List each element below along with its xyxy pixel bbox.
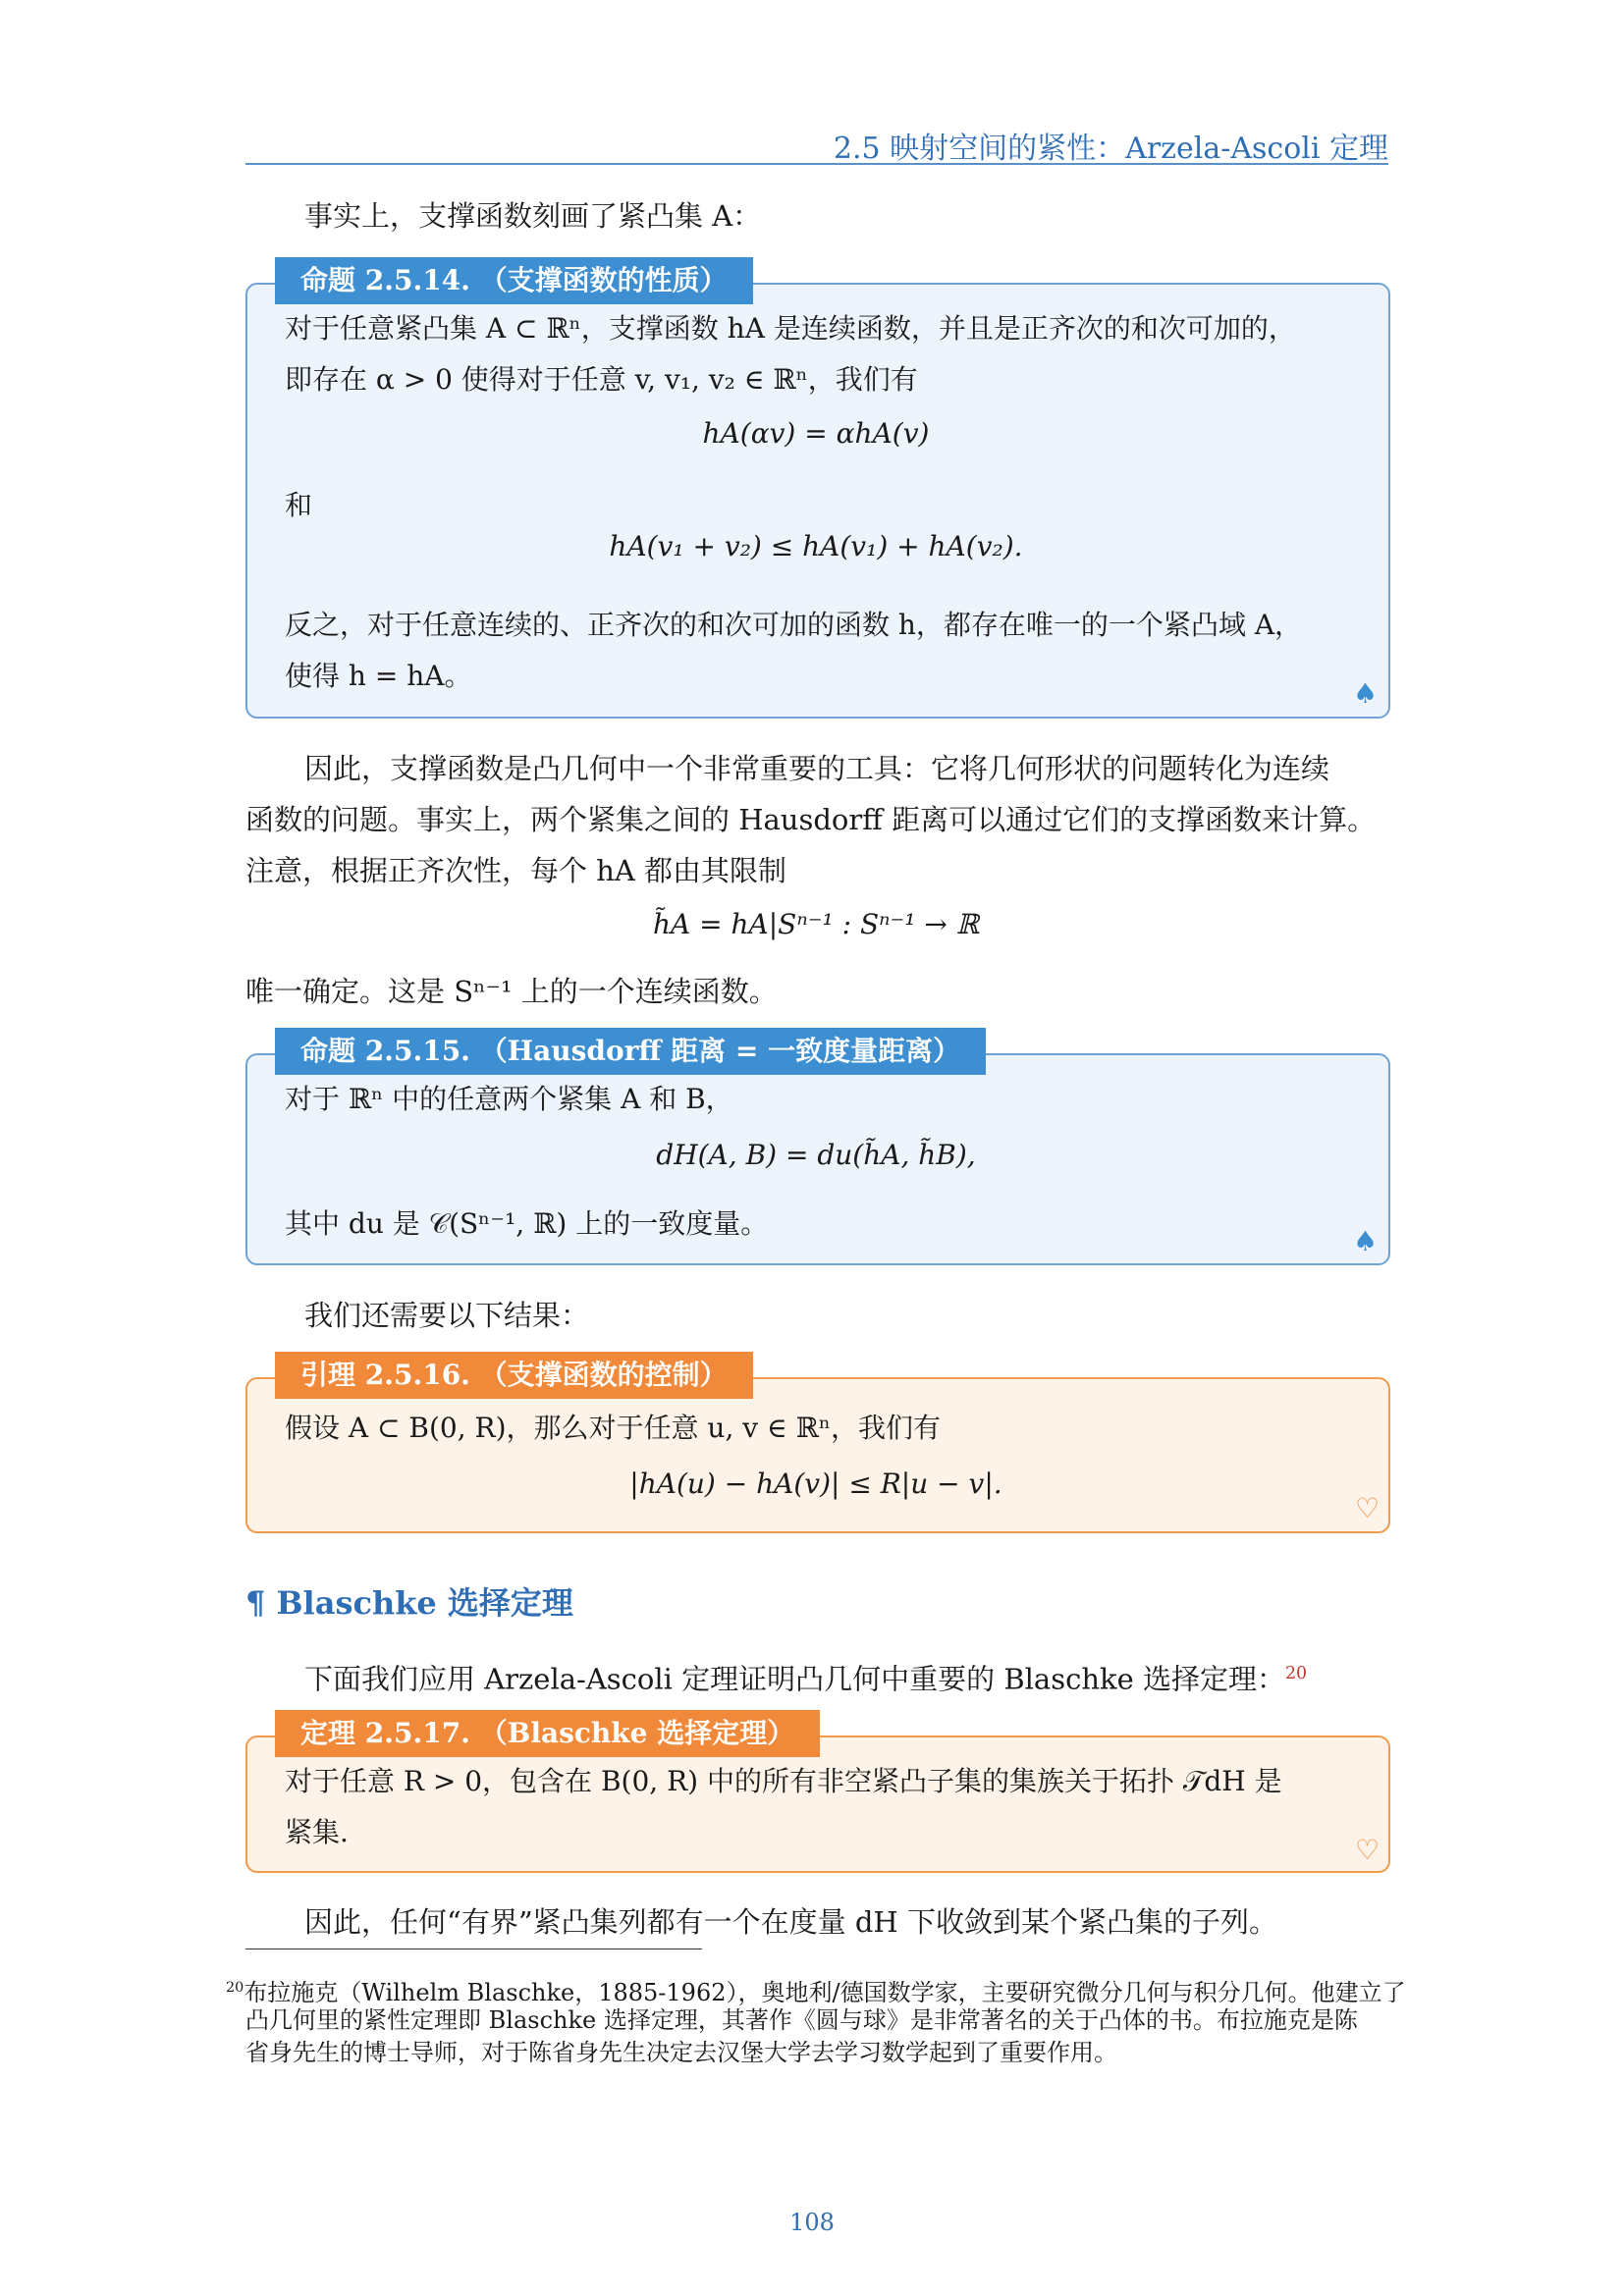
proposition-text-line: 即存在 α > 0 使得对于任意 v, v₁, v₂ ∈ ℝⁿ，我们有 (285, 363, 918, 396)
footnote-line: 凸几何里的紧性定理即 Blaschke 选择定理，其著作《圆与球》是非常著名的关于凸体的书。布拉施克是陈 (245, 2006, 1358, 2034)
spade-icon: ♠ (1353, 677, 1379, 710)
footnote-line: 省身先生的博士导师，对于陈省身先生决定去汉堡大学去学习数学起到了重要作用。 (245, 2039, 1117, 2066)
equation: h̃A = hA|Sⁿ⁻¹ : Sⁿ⁻¹ → ℝ (652, 908, 980, 940)
proposition-text-line: 对于 ℝⁿ 中的任意两个紧集 A 和 B， (285, 1083, 733, 1115)
paragraph-line: 唯一确定。这是 Sⁿ⁻¹ 上的一个连续函数。 (245, 975, 778, 1008)
proposition-text-line: 反之，对于任意连续的、正齐次的和次可加的函数 h，都存在唯一的一个紧凸域 A， (285, 609, 1303, 641)
paragraph-line: 注意，根据正齐次性，每个 hA 都由其限制 (245, 854, 787, 887)
intro-text: 事实上，支撑函数刻画了紧凸集 A： (304, 199, 762, 233)
footnote-ref[interactable]: 20 (1284, 1664, 1308, 1683)
footnote-line: $^{20}$布拉施克（Wilhelm Blaschke，1885-1962），奥地利/德国数学家，主要研究微分几何与积分几何。他建立了 (226, 1979, 1406, 2006)
running-header (245, 118, 1388, 165)
theorem-text-line: 对于任意 R > 0，包含在 B(0, R) 中的所有非空紧凸子集的集族关于拓扑 𝒯dH 是 (285, 1765, 1282, 1797)
section-heading: ¶ Blaschke 选择定理 (245, 1584, 573, 1622)
paragraph-text: 下面我们应用 Arzela-Ascoli 定理证明凸几何中重要的 Blaschke 选择定理： (304, 1662, 1285, 1696)
paragraph-line: 我们还需要以下结果： (304, 1299, 590, 1332)
paragraph-line: 函数的问题。事实上，两个紧集之间的 Hausdorff 距离可以通过它们的支撑函数来计算。 (245, 803, 1377, 836)
equation: hA(αv) = αhA(v) (702, 417, 930, 450)
theorem-text-line: 紧集. (285, 1816, 349, 1848)
heart-icon: ♡ (1355, 1492, 1380, 1524)
paragraph-line: 因此，任何“有界”紧凸集列都有一个在度量 dH 下收敛到某个紧凸集的子列。 (304, 1905, 1277, 1939)
proposition-text-line: 和 (285, 489, 313, 521)
proposition-text-line: 其中 du 是 𝒞(Sⁿ⁻¹, ℝ) 上的一致度量。 (285, 1207, 769, 1240)
paragraph-line: 因此，支撑函数是凸几何中一个非常重要的工具：它将几何形状的问题转化为连续 (304, 752, 1330, 785)
header-text: 2.5 映射空间的紧性：Arzela-Ascoli 定理 (833, 132, 1388, 166)
proposition-title: 命题 2.5.14. （支撑函数的性质） (275, 257, 753, 304)
theorem-title: 定理 2.5.17. （Blaschke 选择定理） (275, 1710, 820, 1757)
equation: dH(A, B) = du(h̃A, h̃B), (656, 1139, 976, 1171)
page-number: 108 (789, 2209, 835, 2236)
proposition-text-line: 使得 h = hA。 (285, 660, 472, 692)
proposition-title: 命题 2.5.15. （Hausdorff 距离 = 一致度量距离） (275, 1028, 986, 1075)
heart-icon: ♡ (1355, 1834, 1380, 1866)
lemma-box-2-5-16 (245, 1377, 1390, 1533)
lemma-title: 引理 2.5.16. （支撑函数的控制） (275, 1352, 753, 1399)
lemma-text-line: 假设 A ⊂ B(0, R)，那么对于任意 u, v ∈ ℝⁿ，我们有 (285, 1412, 941, 1444)
spade-icon: ♠ (1353, 1225, 1379, 1257)
paragraph-line (304, 1649, 1307, 1704)
proposition-text-line: 对于任意紧凸集 A ⊂ ℝⁿ，支撑函数 hA 是连续函数，并且是正齐次的和次可加的， (285, 312, 1296, 345)
equation: hA(v₁ + v₂) ≤ hA(v₁) + hA(v₂). (609, 530, 1023, 562)
equation: |hA(u) − hA(v)| ≤ R|u − v|. (629, 1468, 1002, 1500)
footnote-mark: 20 (226, 1980, 244, 1996)
